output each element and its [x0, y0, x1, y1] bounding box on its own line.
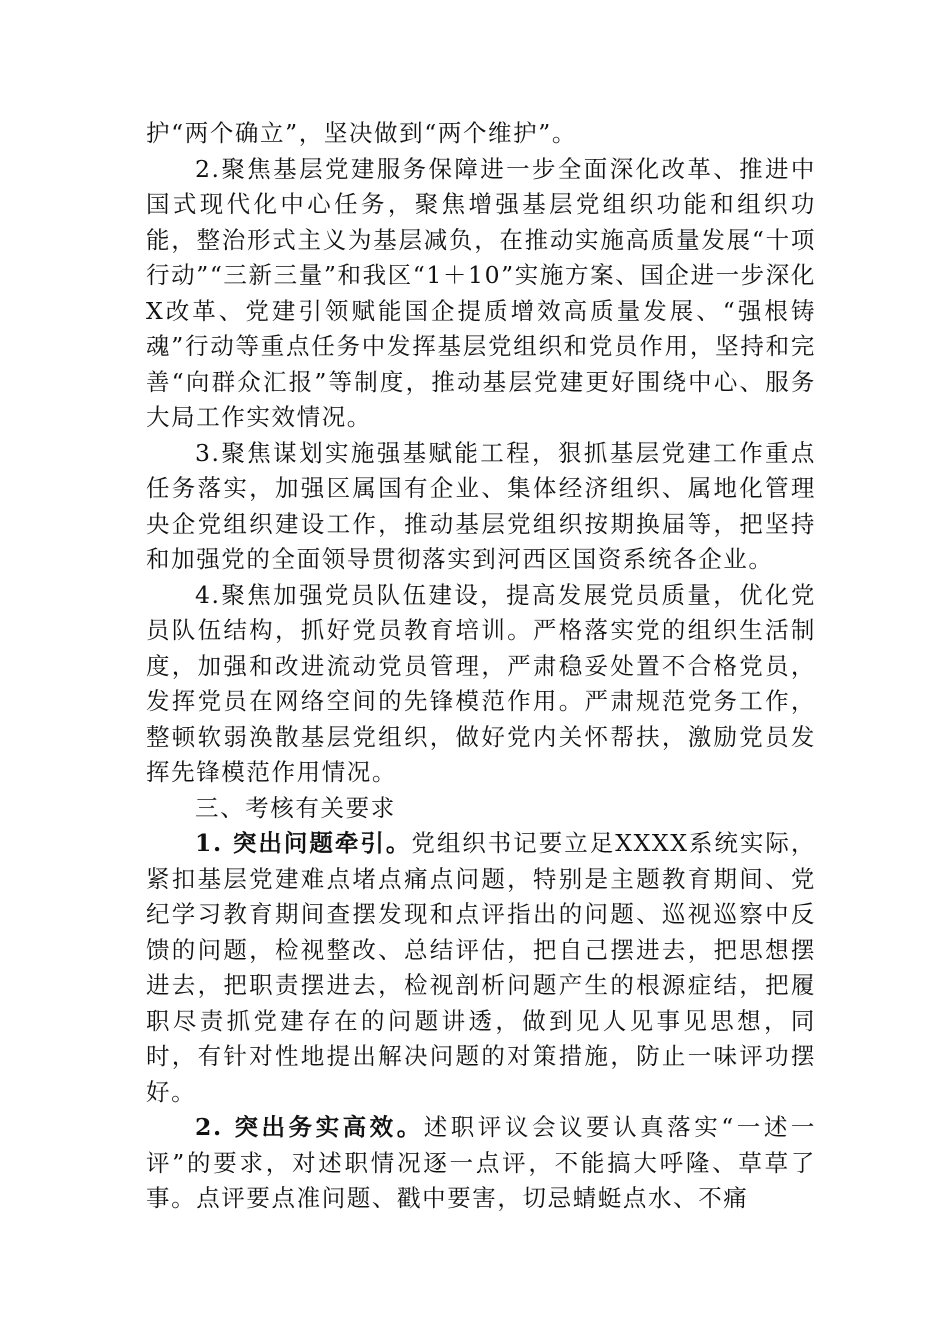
section-heading: 三、考核有关要求 — [195, 793, 396, 822]
requirement-1-body: 党组织书记要立足XXXX系统实际，紧扣基层党建难点堵点痛点问题，特别是主题教育期间、党纪学习教育期间查摆发现和点评指出的问题、巡视巡察中反馈的问题，检视整改、总结评估，把自己摆进去，把思想摆进去，把职责摆进去，检视剖析问题产生的根源症结，把履职尽责抓党建存在的问题讲透，做到见人见事见思想，同时，有针对性地提出解决问题的对策措施，防止一味评功摆好。 — [146, 829, 816, 1106]
paragraph-item-2: 2.聚焦基层党建服务保障进一步全面深化改革、推进中国式现代化中心任务，聚焦增强基层党组织功能和组织功能，整治形式主义为基层减负，在推动实施高质量发展“十项行动”“三新三量”和我区“1＋10”实施方案、国企进一步深化X改革、党建引领赋能国企提质增效高质量发展、“强根铸魂”行动等重点任务中发挥基层党组织和党员作用，坚持和完善“向群众汇报”等制度，推动基层党建更好围绕中心、服务大局工作实效情况。 — [146, 154, 816, 431]
requirement-2-body: 述职评议会议要认真落实“一述一评”的要求，对述职情况逐一点评，不能搞大呼隆、草草了事。点评要点准问题、戳中要害，切忌蜻蜓点水、不痛 — [146, 1113, 816, 1212]
requirement-2-lead: 2. 突出务实高效。 — [195, 1113, 424, 1141]
paragraph-continuation: 护“两个确立”，坚决做到“两个维护”。 — [146, 119, 577, 147]
paragraph-requirement-2 — [146, 1110, 816, 1217]
paragraph-item-3: 3.聚焦谋划实施强基赋能工程，狠抓基层党建工作重点任务落实，加强区属国有企业、集体经济组织、属地化管理央企党组织建设工作，推动基层党组织按期换届等，把坚持和加强党的全面领导贯彻落实到河西区国资系统各企业。 — [146, 438, 816, 573]
paragraph-item-4: 4.聚焦加强党员队伍建设，提高发展党员质量，优化党员队伍结构，抓好党员教育培训。严格落实党的组织生活制度，加强和改进流动党员管理，严肃稳妥处置不合格党员，发挥党员在网络空间的先锋模范作用。严肃规范党务工作，整顿软弱涣散基层党组织，做好党内关怀帮扶，激励党员发挥先锋模范作用情况。 — [146, 580, 816, 786]
paragraph-requirement-1 — [146, 826, 816, 1110]
requirement-1-lead: 1. 突出问题牵引。 — [195, 829, 412, 857]
document-body — [146, 116, 816, 1217]
